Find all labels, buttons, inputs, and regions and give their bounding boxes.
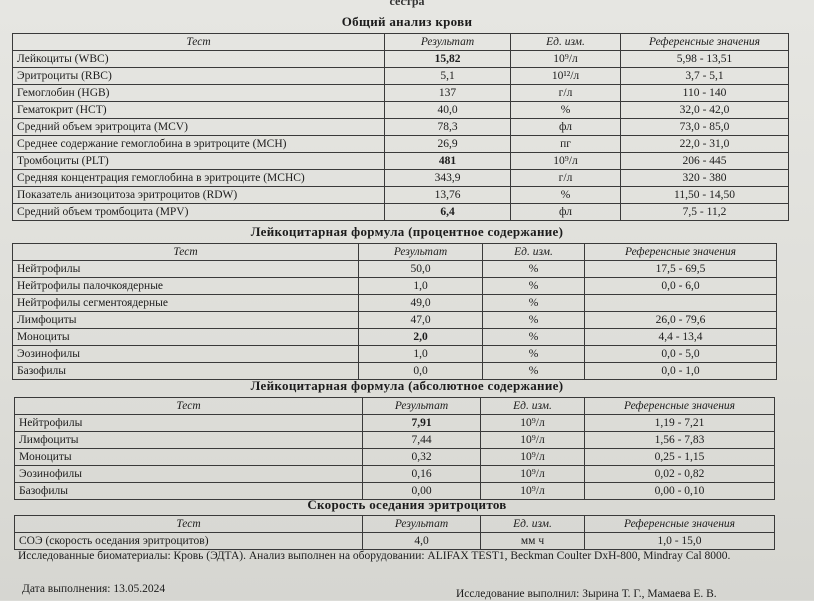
reference-cell: 0,25 - 1,15	[585, 449, 775, 466]
unit-cell: 10¹²/л	[511, 68, 621, 85]
header-reference: Референсные значения	[585, 244, 777, 261]
test-name-cell: Эритроциты (RBC)	[13, 68, 385, 85]
leuko-pct-section-title: Лейкоцитарная формула (процентное содержание)	[250, 224, 564, 239]
result-cell: 5,1	[385, 68, 511, 85]
unit-cell: %	[511, 187, 621, 204]
unit-cell: фл	[511, 204, 621, 221]
table-row	[13, 312, 777, 329]
reference-cell: 206 - 445	[621, 153, 789, 170]
header-test: Тест	[13, 244, 359, 261]
reference-cell: 320 - 380	[621, 170, 789, 187]
test-name-cell: СОЭ (скорость оседания эритроцитов)	[15, 533, 363, 550]
test-name-cell: Тромбоциты (PLT)	[13, 153, 385, 170]
test-name-cell: Базофилы	[15, 483, 363, 500]
esr-section-title: Скорость оседания эритроцитов	[307, 497, 507, 512]
reference-cell: 4,4 - 13,4	[585, 329, 777, 346]
unit-cell: г/л	[511, 85, 621, 102]
table-row	[13, 51, 789, 68]
table-row	[13, 170, 789, 187]
unit-cell: %	[483, 312, 585, 329]
table-row	[13, 85, 789, 102]
table-row	[15, 533, 775, 550]
execution-date: Дата выполнения: 13.05.2024	[22, 583, 166, 595]
leuko-abs-table	[14, 397, 775, 500]
test-name-cell: Гемоглобин (HGB)	[13, 85, 385, 102]
biomaterial-note: Исследованные биоматериалы: Кровь (ЭДТА). Анализ выполнен на оборудовании: ALIFAX TEST1, Beckman Coulter DxH-800, Mindray Cal 8000.	[18, 550, 731, 562]
header-reference: Референсные значения	[621, 34, 789, 51]
result-cell: 40,0	[385, 102, 511, 119]
header-test: Тест	[15, 516, 363, 533]
table-row	[15, 449, 775, 466]
table-row	[13, 119, 789, 136]
test-name-cell: Средний объем эритроцита (MCV)	[13, 119, 385, 136]
header-result: Результат	[363, 516, 481, 533]
table-row	[13, 295, 777, 312]
table-row	[15, 415, 775, 432]
test-name-cell: Лимфоциты	[15, 432, 363, 449]
unit-cell: 10⁹/л	[481, 449, 585, 466]
result-cell: 4,0	[363, 533, 481, 550]
reference-cell: 1,0 - 15,0	[585, 533, 775, 550]
table-header-row	[13, 244, 777, 261]
header-result: Результат	[363, 398, 481, 415]
test-name-cell: Моноциты	[13, 329, 359, 346]
reference-cell: 1,56 - 7,83	[585, 432, 775, 449]
table-row	[13, 261, 777, 278]
table-row	[13, 346, 777, 363]
reference-cell: 11,50 - 14,50	[621, 187, 789, 204]
reference-cell: 3,7 - 5,1	[621, 68, 789, 85]
unit-cell: 10⁹/л	[481, 415, 585, 432]
reference-cell: 1,19 - 7,21	[585, 415, 775, 432]
test-name-cell: Средний объем тромбоцита (MPV)	[13, 204, 385, 221]
reference-cell: 0,0 - 6,0	[585, 278, 777, 295]
unit-cell: г/л	[511, 170, 621, 187]
reference-cell: 0,02 - 0,82	[585, 466, 775, 483]
table-row	[13, 68, 789, 85]
unit-cell: 10⁹/л	[511, 153, 621, 170]
test-name-cell: Лимфоциты	[13, 312, 359, 329]
header-test: Тест	[13, 34, 385, 51]
header-unit: Ед. изм.	[481, 398, 585, 415]
leuko-pct-table	[12, 243, 777, 380]
test-name-cell: Показатель анизоцитоза эритроцитов (RDW)	[13, 187, 385, 204]
table-header-row	[13, 34, 789, 51]
reference-cell: 73,0 - 85,0	[621, 119, 789, 136]
table-header-row	[15, 516, 775, 533]
header-unit: Ед. изм.	[481, 516, 585, 533]
test-name-cell: Нейтрофилы сегментоядерные	[13, 295, 359, 312]
reference-cell: 0,00 - 0,10	[585, 483, 775, 500]
test-name-cell: Гематокрит (HCT)	[13, 102, 385, 119]
result-cell: 47,0	[359, 312, 483, 329]
reference-cell: 7,5 - 11,2	[621, 204, 789, 221]
test-name-cell: Нейтрофилы	[13, 261, 359, 278]
reference-cell: 0,0 - 1,0	[585, 363, 777, 380]
table-row	[15, 432, 775, 449]
unit-cell: 10⁹/л	[481, 483, 585, 500]
cbc-table	[12, 33, 789, 221]
unit-cell: мм ч	[481, 533, 585, 550]
unit-cell: %	[511, 102, 621, 119]
cbc-section-title: Общий анализ крови	[341, 14, 473, 29]
unit-cell: %	[483, 295, 585, 312]
reference-cell: 32,0 - 42,0	[621, 102, 789, 119]
table-row	[15, 466, 775, 483]
result-cell: 1,0	[359, 278, 483, 295]
reference-cell: 110 - 140	[621, 85, 789, 102]
table-row	[13, 187, 789, 204]
table-row	[13, 363, 777, 380]
result-cell: 50,0	[359, 261, 483, 278]
table-row	[13, 102, 789, 119]
reference-cell: 0,0 - 5,0	[585, 346, 777, 363]
test-name-cell: Лейкоциты (WBC)	[13, 51, 385, 68]
unit-cell: 10⁹/л	[481, 466, 585, 483]
reference-cell: 17,5 - 69,5	[585, 261, 777, 278]
table-header-row	[15, 398, 775, 415]
unit-cell: %	[483, 329, 585, 346]
header-result: Результат	[359, 244, 483, 261]
header-unit: Ед. изм.	[511, 34, 621, 51]
result-cell: 6,4	[385, 204, 511, 221]
unit-cell: 10⁹/л	[481, 432, 585, 449]
result-cell: 137	[385, 85, 511, 102]
result-cell: 26,9	[385, 136, 511, 153]
result-cell: 1,0	[359, 346, 483, 363]
reference-cell: 22,0 - 31,0	[621, 136, 789, 153]
unit-cell: %	[483, 363, 585, 380]
test-name-cell: Моноциты	[15, 449, 363, 466]
result-cell: 7,91	[363, 415, 481, 432]
unit-cell: фл	[511, 119, 621, 136]
performed-by: Исследование выполнил: Зырина Т. Г., Мамаева Е. В.	[456, 588, 717, 600]
header-reference: Референсные значения	[585, 398, 775, 415]
esr-table	[14, 515, 775, 550]
header-result: Результат	[385, 34, 511, 51]
unit-cell: %	[483, 261, 585, 278]
result-cell: 15,82	[385, 51, 511, 68]
unit-cell: 10⁹/л	[511, 51, 621, 68]
reference-cell: 26,0 - 79,6	[585, 312, 777, 329]
table-row	[13, 278, 777, 295]
test-name-cell: Нейтрофилы палочкоядерные	[13, 278, 359, 295]
result-cell: 343,9	[385, 170, 511, 187]
leuko-abs-section-title: Лейкоцитарная формула (абсолютное содержание)	[250, 378, 564, 393]
test-name-cell: Эозинофилы	[15, 466, 363, 483]
result-cell: 78,3	[385, 119, 511, 136]
table-row	[13, 329, 777, 346]
test-name-cell: Нейтрофилы	[15, 415, 363, 432]
table-row	[13, 153, 789, 170]
result-cell: 2,0	[359, 329, 483, 346]
result-cell: 0,0	[359, 363, 483, 380]
test-name-cell: Среднее содержание гемоглобина в эритроците (MCH)	[13, 136, 385, 153]
result-cell: 0,00	[363, 483, 481, 500]
result-cell: 49,0	[359, 295, 483, 312]
result-cell: 13,76	[385, 187, 511, 204]
unit-cell: %	[483, 278, 585, 295]
result-cell: 0,16	[363, 466, 481, 483]
reference-cell	[585, 295, 777, 312]
table-row	[13, 204, 789, 221]
test-name-cell: Базофилы	[13, 363, 359, 380]
test-name-cell: Эозинофилы	[13, 346, 359, 363]
table-row	[13, 136, 789, 153]
test-name-cell: Средняя концентрация гемоглобина в эритроците (MCHC)	[13, 170, 385, 187]
header-reference: Референсные значения	[585, 516, 775, 533]
reference-cell: 5,98 - 13,51	[621, 51, 789, 68]
result-cell: 481	[385, 153, 511, 170]
header-test: Тест	[15, 398, 363, 415]
result-cell: 7,44	[363, 432, 481, 449]
result-cell: 0,32	[363, 449, 481, 466]
cut-header-text: сестра	[389, 0, 425, 8]
header-unit: Ед. изм.	[483, 244, 585, 261]
unit-cell: пг	[511, 136, 621, 153]
unit-cell: %	[483, 346, 585, 363]
